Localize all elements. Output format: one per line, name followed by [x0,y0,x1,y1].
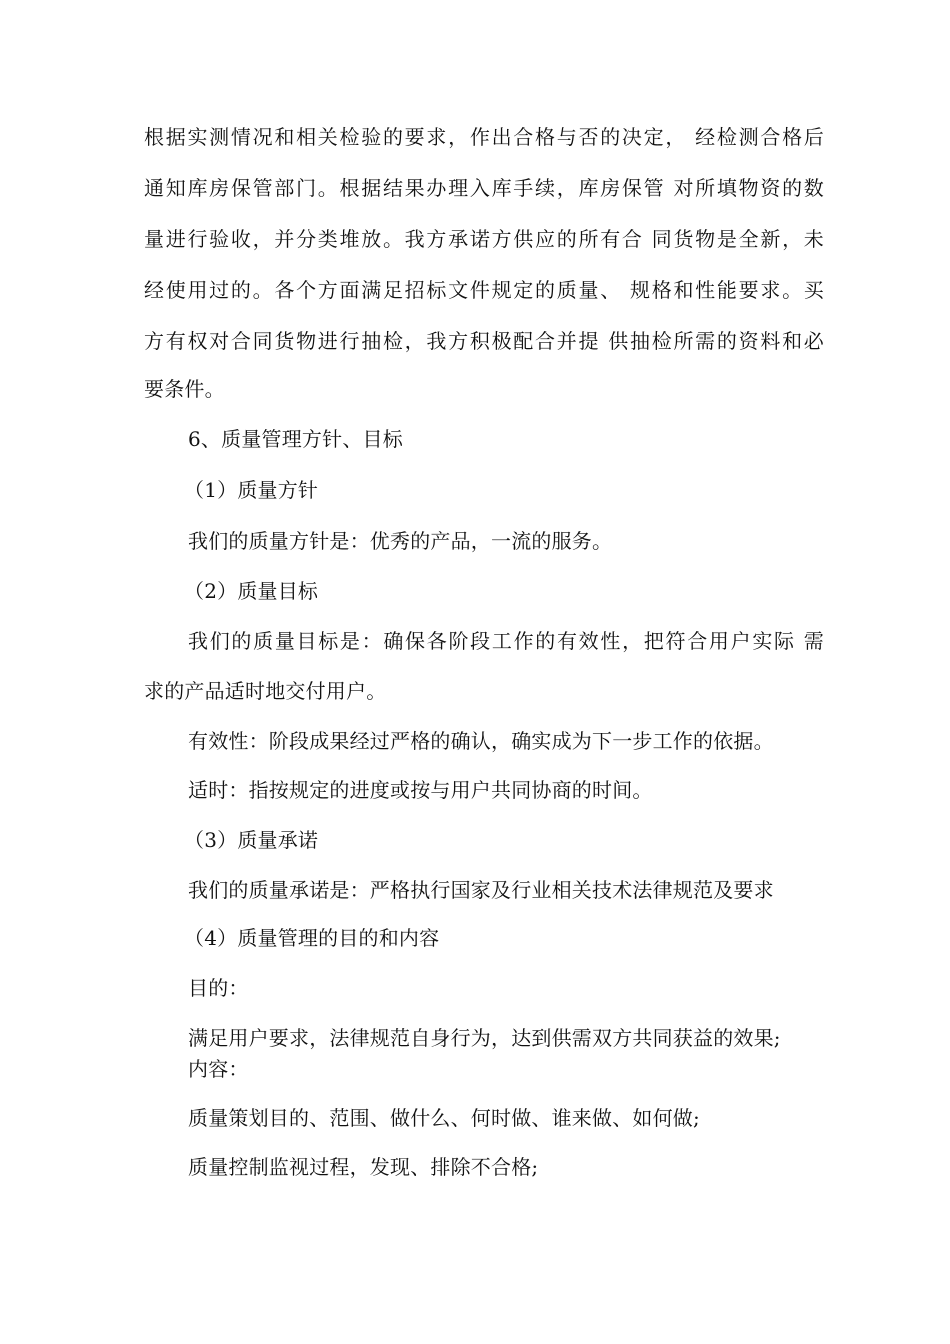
body-text: 求的产品适时地交付用户。 [144,679,387,703]
body-text: 有效性：阶段成果经过严格的确认，确实成为下一步工作的依据。 [188,729,774,753]
paragraph-line: 要条件。 [144,377,225,401]
body-text: 我们的质量目标是：确保各阶段工作的有效性，把符合用户实际 需 [188,629,824,653]
paragraph-line: 通知库房保管部门。根据结果办理入库手续，库房保管 对所填物资的数 [144,176,824,200]
paragraph-line: 方有权对合同货物进行抽检，我方积极配合并提 供抽检所需的资料和必 [144,329,824,353]
body-text: 目的： [188,976,249,1000]
section-heading: 6、质量管理方针、目标 [188,427,403,451]
body-text: 我们的质量承诺是：严格执行国家及行业相关技术法律规范及要求 [188,878,774,902]
body-text: 适时：指按规定的进度或按与用户共同协商的时间。 [188,778,653,802]
body-text: 我们的质量方针是：优秀的产品，一流的服务。 [188,529,613,553]
subsection-heading: （4）质量管理的目的和内容 [184,926,440,950]
body-text: 内容： [188,1057,249,1081]
subsection-heading: （3）质量承诺 [184,828,319,852]
subsection-heading: （1）质量方针 [184,478,319,502]
paragraph-line: 根据实测情况和相关检验的要求，作出合格与否的决定， 经检测合格后 [144,125,824,149]
paragraph-line: 经使用过的。各个方面满足招标文件规定的质量、 规格和性能要求。买 [144,278,824,302]
subsection-heading: （2）质量目标 [184,579,319,603]
body-text: 质量策划目的、范围、做什么、何时做、谁来做、如何做; [188,1106,700,1130]
body-text: 质量控制监视过程，发现、排除不合格; [188,1155,539,1179]
paragraph-line: 量进行验收，并分类堆放。我方承诺方供应的所有合 同货物是全新，未 [144,227,824,251]
body-text: 满足用户要求，法律规范自身行为，达到供需双方共同获益的效果; [188,1026,781,1050]
